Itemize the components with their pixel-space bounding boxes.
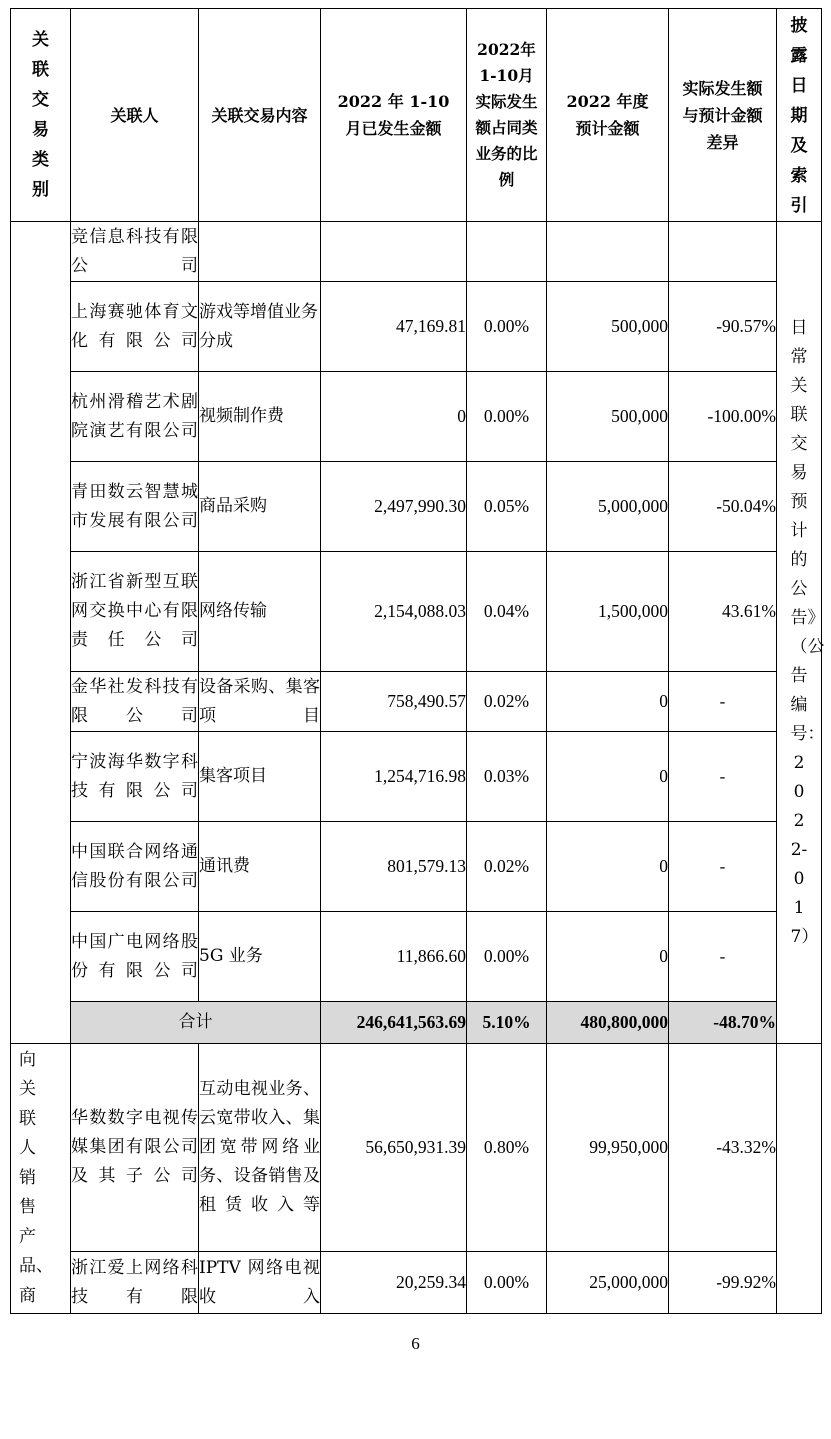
table-row: [11, 282, 822, 372]
header-incurred: 2022 年 1-10 月已发生金额: [321, 9, 467, 222]
ratio-cell: [467, 222, 547, 282]
ratio-cell: 0.02%: [467, 822, 547, 912]
ratio-cell: 0.80%: [467, 1044, 547, 1252]
budget-cell: 25,000,000: [547, 1252, 669, 1314]
category-cell-sales: 向关联人销售产品、商: [11, 1044, 71, 1314]
party-cell: 中国联合网络通信股份有限公司: [71, 822, 199, 912]
variance-cell: -90.57%: [669, 282, 777, 372]
budget-cell: 99,950,000: [547, 1044, 669, 1252]
total-variance: -48.70%: [669, 1002, 777, 1044]
party-cell: 青田数云智慧城市发展有限公司: [71, 462, 199, 552]
content-cell: 互动电视业务、云宽带收入、集团宽带网络业务、设备销售及租赁收入等: [199, 1044, 321, 1252]
variance-cell: -43.32%: [669, 1044, 777, 1252]
variance-cell: -: [669, 732, 777, 822]
budget-cell: 0: [547, 672, 669, 732]
budget-cell: 0: [547, 822, 669, 912]
budget-cell: 5,000,000: [547, 462, 669, 552]
total-budget: 480,800,000: [547, 1002, 669, 1044]
ratio-cell: 0.03%: [467, 732, 547, 822]
table-row: [11, 672, 822, 732]
variance-cell: 43.61%: [669, 552, 777, 672]
header-disclosure: 披露日期及索引: [777, 9, 822, 222]
party-cell: 浙江爱上网络科技有限: [71, 1252, 199, 1314]
disclosure-cell-empty: [777, 1044, 822, 1314]
table-row: [11, 372, 822, 462]
table-row: [11, 1252, 822, 1314]
incurred-cell: 47,169.81: [321, 282, 467, 372]
variance-cell: -50.04%: [669, 462, 777, 552]
table-row: [11, 822, 822, 912]
page-number: 6: [411, 1334, 420, 1353]
party-cell: 金华社发科技有限公司: [71, 672, 199, 732]
table-row: [11, 222, 822, 282]
table-row: [11, 552, 822, 672]
total-row: [11, 1002, 822, 1044]
header-category: 关联交易类别: [11, 9, 71, 222]
table-row: [11, 912, 822, 1002]
header-ratio: 2022年1-10月实际发生额占同类业务的比例: [467, 9, 547, 222]
incurred-cell: 2,154,088.03: [321, 552, 467, 672]
variance-cell: -100.00%: [669, 372, 777, 462]
incurred-cell: 801,579.13: [321, 822, 467, 912]
header-variance: 实际发生额与预计金额差异: [669, 9, 777, 222]
incurred-cell: 1,254,716.98: [321, 732, 467, 822]
incurred-cell: [321, 222, 467, 282]
header-row: [11, 9, 822, 222]
category-cell-continued: [11, 222, 71, 1044]
header-content: 关联交易内容: [199, 9, 321, 222]
content-cell: [199, 222, 321, 282]
ratio-cell: 0.02%: [467, 672, 547, 732]
party-cell: 竞信息科技有限公司: [71, 222, 199, 282]
party-cell: 浙江省新型互联网交换中心有限责任公司: [71, 552, 199, 672]
budget-cell: 0: [547, 912, 669, 1002]
content-cell: 网络传输: [199, 552, 321, 672]
budget-cell: 500,000: [547, 282, 669, 372]
variance-cell: [669, 222, 777, 282]
incurred-cell: 11,866.60: [321, 912, 467, 1002]
incurred-cell: 2,497,990.30: [321, 462, 467, 552]
ratio-cell: 0.05%: [467, 462, 547, 552]
party-cell: 杭州滑稽艺术剧院演艺有限公司: [71, 372, 199, 462]
party-cell: 宁波海华数字科技有限公司: [71, 732, 199, 822]
header-budget: 2022 年度预计金额: [547, 9, 669, 222]
total-ratio: 5.10%: [467, 1002, 547, 1044]
related-transactions-table: [10, 8, 825, 1314]
budget-cell: 500,000: [547, 372, 669, 462]
party-cell: 华数数字电视传媒集团有限公司及其子公司: [71, 1044, 199, 1252]
ratio-cell: 0.04%: [467, 552, 547, 672]
content-cell: 5G 业务: [199, 912, 321, 1002]
budget-cell: 1,500,000: [547, 552, 669, 672]
content-cell: 商品采购: [199, 462, 321, 552]
content-cell: 视频制作费: [199, 372, 321, 462]
total-label: 合计: [71, 1002, 321, 1044]
party-cell: 中国广电网络股份有限公司: [71, 912, 199, 1002]
budget-cell: 0: [547, 732, 669, 822]
budget-cell: [547, 222, 669, 282]
total-incurred: 246,641,563.69: [321, 1002, 467, 1044]
incurred-cell: 56,650,931.39: [321, 1044, 467, 1252]
ratio-cell: 0.00%: [467, 372, 547, 462]
header-party: 关联人: [71, 9, 199, 222]
content-cell: IPTV 网络电视收入: [199, 1252, 321, 1314]
party-cell: 上海赛驰体育文化有限公司: [71, 282, 199, 372]
variance-cell: -: [669, 822, 777, 912]
ratio-cell: 0.00%: [467, 912, 547, 1002]
incurred-cell: 0: [321, 372, 467, 462]
incurred-cell: 20,259.34: [321, 1252, 467, 1314]
content-cell: 设备采购、集客项目: [199, 672, 321, 732]
table-row: [11, 462, 822, 552]
table-row: [11, 1044, 822, 1252]
incurred-cell: 758,490.57: [321, 672, 467, 732]
ratio-cell: 0.00%: [467, 282, 547, 372]
ratio-cell: 0.00%: [467, 1252, 547, 1314]
content-cell: 游戏等增值业务分成: [199, 282, 321, 372]
table-row: [11, 732, 822, 822]
disclosure-cell: 日常关联交易预计的公告》（公告编号：2022-017）: [777, 222, 822, 1044]
content-cell: 集客项目: [199, 732, 321, 822]
variance-cell: -: [669, 912, 777, 1002]
content-cell: 通讯费: [199, 822, 321, 912]
variance-cell: -99.92%: [669, 1252, 777, 1314]
variance-cell: -: [669, 672, 777, 732]
